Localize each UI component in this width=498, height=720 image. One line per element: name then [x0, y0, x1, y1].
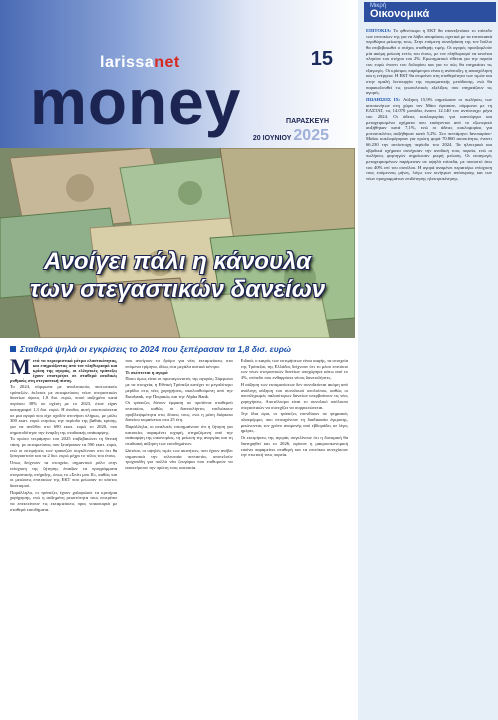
paragraph: Ωστόσο, οι υψηλές τιμές των ακινήτων, που έχουν ανέβει σημαντικά την τελευταία πενταετία, αποτελούν τροχοπέδη για πολλά νέα ζευγάρια που επιθυμούν να αποκτήσουν την πρώτη τους κατοικία.: [125, 447, 233, 470]
issue-date: 20 ΙΟΥΝΙΟΥ: [252, 135, 292, 142]
section-heading: Τι σκέπτεται η αγορά: [125, 370, 168, 376]
issue-year: 2025: [293, 127, 329, 144]
paragraph: Ποιοι όμως είναι οι πρωταγωνιστές της αγοράς; Σύμφωνα με τα στοιχεία, η Εθνική Τράπεζα κατέχει το μεγαλύτερο μερίδιο στις νέες χορηγήσεις, ακολουθούμενη από την Eurobank, την Πειραιώς και την Alpha Bank.: [125, 376, 233, 399]
section-title: money: [30, 66, 242, 138]
issue-day: ΠΑΡΑΣΚΕΥΗ: [286, 118, 329, 125]
brand-net: net: [154, 54, 180, 71]
paragraph: Την ίδια ώρα, οι τράπεζες επενδύουν σε ψηφιακές πλατφόρμες που επιταχύνουν τη διαδικασία έγκρισης, μειώνοντας τον χρόνο αναμονής από εβδομάδες σε λίγες ημέρες.: [240, 411, 348, 434]
bullet-square-icon: [10, 346, 16, 352]
brand-main: larissa: [100, 54, 155, 71]
paragraph: Παράλληλα, οι τράπεζες έχουν χαλαρώσει τα κριτήρια χορήγησης, ενώ η αυξημένη ρευστότητα τους επιτρέπει να επεκτείνουν τις εκταμιεύσεις προς νοικοκυριά με σταθερά εισοδήματα.: [10, 489, 118, 512]
headline-line-1: Ανοίγει πάλι η κάνουλα: [43, 248, 312, 275]
lead-text: ετά τα περιοριστικά μέτρα ελαστικότητας, και επηρεάζοντας από τον πληθωρισμό και κρίση της αγοράς, οι ελληνικές τράπεζες έχουν επιστρέψει σε σταθερά ανοδικές ρυθμούς στη στεγαστική πίστη.: [10, 358, 118, 383]
subheadline-text: Σταθερά ψηλά οι εγκρίσεις το 2024 που ξεπέρασαν τα 1,8 δισ. ευρώ: [20, 344, 292, 354]
sidebar-item-title: ΠΩΛΗΣΕΙΣ ΙΧ:: [366, 96, 401, 102]
sidebar-text: [366, 28, 492, 716]
sidebar-column: [358, 0, 498, 720]
headline-line-2: των στεγαστικών δανείων: [29, 276, 326, 303]
sidebar-label-small: Μικρή: [370, 3, 387, 9]
banknotes-illustration: [0, 148, 355, 338]
paragraph: Παράλληλα, οι αναλυτές επισημαίνουν ότι η ζήτηση για κατοικίες παραμένει ισχυρή, στηριζόμενη από την ανάκαμψη της οικονομίας, τη μείωση της ανεργίας και τη σταδιακή αύξηση των εισοδημάτων.: [125, 424, 233, 447]
paragraph: Το πρώτο τετράμηνο του 2025 επιβεβαιώνει τη θετική τάση, με εκταμιεύσεις που ξεπέρασαν τα 590 εκατ. ευρώ, ενώ οι εκτιμήσεις των τραπεζών συγκλίνουν στο ότι θα ξεπεραστούν και τα 2 δισ. ευρώ μέχρι το τέλος του έτους.: [10, 436, 118, 459]
sidebar-item: [366, 28, 492, 96]
paragraph: Οι τράπεζες δίνουν έμφαση σε προϊόντα σταθερού επιτοκίου, καθώς οι δανειολήπτες επιδιώκουν προβλεψιμότητα στις δόσεις τους, ενώ η μέση διάρκεια δανείου κυμαίνεται στα 25 έτη.: [125, 400, 233, 423]
banknotes-photo: [0, 148, 355, 338]
paragraph: Η αύξηση των εκταμιεύσεων δεν συνοδεύεται ακόμη από ανάλογη αύξηση του συνολικού υπολοίπου, καθώς οι αποπληρωμές παλαιότερων δανείων υπερβαίνουν τις νέες χορηγήσεις. Αποτέλεσμα είναι το συνολικό υπόλοιπο στεγαστικών να συνεχίζει να συρρικνώνεται.: [240, 381, 348, 410]
page-number: 15: [310, 48, 333, 70]
dateline: [253, 118, 329, 145]
paragraph: Οι εκτιμήσεις της αγοράς συγκλίνουν ότι η δυναμική θα διατηρηθεί και το 2026, εφόσον η μακροοικονομική εικόνα παραμείνει σταθερή και τα επιτόκια συνεχίσουν την πτωτική τους πορεία.: [240, 435, 348, 458]
drop-cap: Μ: [10, 358, 31, 379]
article-column-1: [10, 358, 117, 714]
article-column-3: [241, 358, 348, 714]
subheadline: [10, 344, 291, 354]
paragraph: Ειδικά, ο καιρός των εκτιμήσεων είναι σαφής, τα στοιχεία της Τράπεζας της Ελλάδος δείχνουν ότι το μέσο επιτόκιο των νέων στεγαστικών δανείων υποχώρησε κάτω από το 4%, επίπεδο που ενθαρρύνει νέους δανειολήπτες.: [240, 358, 348, 381]
sidebar-header: [364, 2, 496, 22]
article-lead: [10, 358, 117, 383]
paragraph: Το 2024, σύμφωνα με αναλυτικούς πιστωτικούς τράπεζών, έκλεισε με εκταμιεύσεις νέων στεγαστικών δανείων ύψους 1,8 δισ. ευρώ, ποσό αυξημένο κατά περίπου 38% σε σχέση με το 2023, όταν είχαν καταγραφεί 1,3 δισ. ευρώ. Η άνοδος αυτή αποτυπώνεται σε μια αγορά που είχε σχεδόν ατονήσει πλήρως, με μόλις 300 εκατ. ευρώ ετησίως την περίοδο της βαθιάς κρίσης, για να ανέλθει στο 690 εκατ. ευρώ το 2020, που σηματοδότησε την έναρξη της σταδιακής ανάκαμψης.: [10, 384, 118, 435]
paragraph: που ανοίγουν το δρόμο για νέες εκταμιεύσεις στα επόμενα τρίμηνα, ιδίως στα μεγάλα αστικά κέντρα.: [125, 358, 233, 369]
sidebar-item-text: Το φθινόπωρο η ΕΚΤ θα επανεξετάσει το επίπεδο των επιτοκίων της για να λάβει αποφάσεις σχετικά με τα επιτοκιακά περιθώρια μείωσης τους. Στην επόμενη συνεδρίαση της τον Ιούλιο θα επιβεβαιωθεί ο στόχος σταθερής τιμής. Οι αγορές προεξοφλούν μία ακόμη μείωση εντός του έτους, με τον πληθωρισμό να κινείται πλησίον του στόχου του 2%. Ερωτηματικό τίθεται για την πορεία του ευρώ έναντι του δολαρίου και για το πώς θα επηρεάσει τις εξαγωγές. Οι κρίσιμες παράμετροι είναι η ανάπτυξη, η απασχόληση και η ενέργεια. Η ΕΚΤ θα επιμείνει στη σταθερότητα των τιμών και στην ομαλή λειτουργία της νομισματικής μετάδοσης, ενώ θα παρακολουθεί τις γεωπολιτικές εξελίξεις που επηρεάζουν τις αγορές.: [366, 28, 492, 96]
sidebar-item: [366, 97, 492, 182]
sidebar-item-text: Αύξηση 15,9% σημείωσαν οι πωλήσεις των αυτοκινήτων στη χώρα τον Μάιο έφτασαν, σύμφωνα με τη ΕΛΣΤΑΤ, τις 14.070 μονάδες έναντι 12.140 τον αντίστοιχο μήνα του 2024. Οι άδειες κυκλοφορίας για καινούργια και μεταχειρισμένα οχήματα που εισάγονται από το εξωτερικό αυξήθηκαν κατά 7,1%, ενώ οι άδειες κυκλοφορίας για μοτοσυκλέτες αυξήθηκαν κατά 5,2%. Στο πεντάμηνο Ιανουαρίου-Μαΐου κυκλοφόρησαν για πρώτη φορά 70.860 αυτοκίνητα, έναντι 66.230 την αντίστοιχη περίοδο του 2024. Τα ηλεκτρικά και υβριδικά οχήματα συνέχισαν την ανοδική τους πορεία, ενώ οι πωλήσεις φορτηγών σημείωσαν μικρή μείωση. Οι εισαγωγές μεταχειρισμένων παρέμειναν σε υψηλά επίπεδα, με ποσοστό άνω του 40% επί του συνόλου. Η αγορά αναμένει περαιτέρω ενίσχυση τους επόμενους μήνες, λόγω των κινήτρων απόσυρσης και των νέων προγραμμάτων επιδότησης ηλεκτροκίνησης.: [366, 96, 492, 182]
article-column-2: [125, 358, 232, 714]
sidebar-label-big: Οικονομικά: [370, 8, 430, 20]
article-body: [10, 358, 348, 714]
sidebar-item-title: ΕΠΙΤΟΚΙΑ:: [366, 28, 392, 33]
masthead: [0, 0, 355, 148]
paragraph: Όπως δείχνουν τα στοιχεία, σημαντικό ρόλο στην ενίσχυση της ζήτησης έπαιξαν τα προγράμματα στεγαστικής στήριξης, όπως το «Σπίτι μου ΙΙ», καθώς και οι μειώσεις επιτοκίων της ΕΚΤ που μείωσαν το κόστος δανεισμού.: [10, 460, 118, 488]
